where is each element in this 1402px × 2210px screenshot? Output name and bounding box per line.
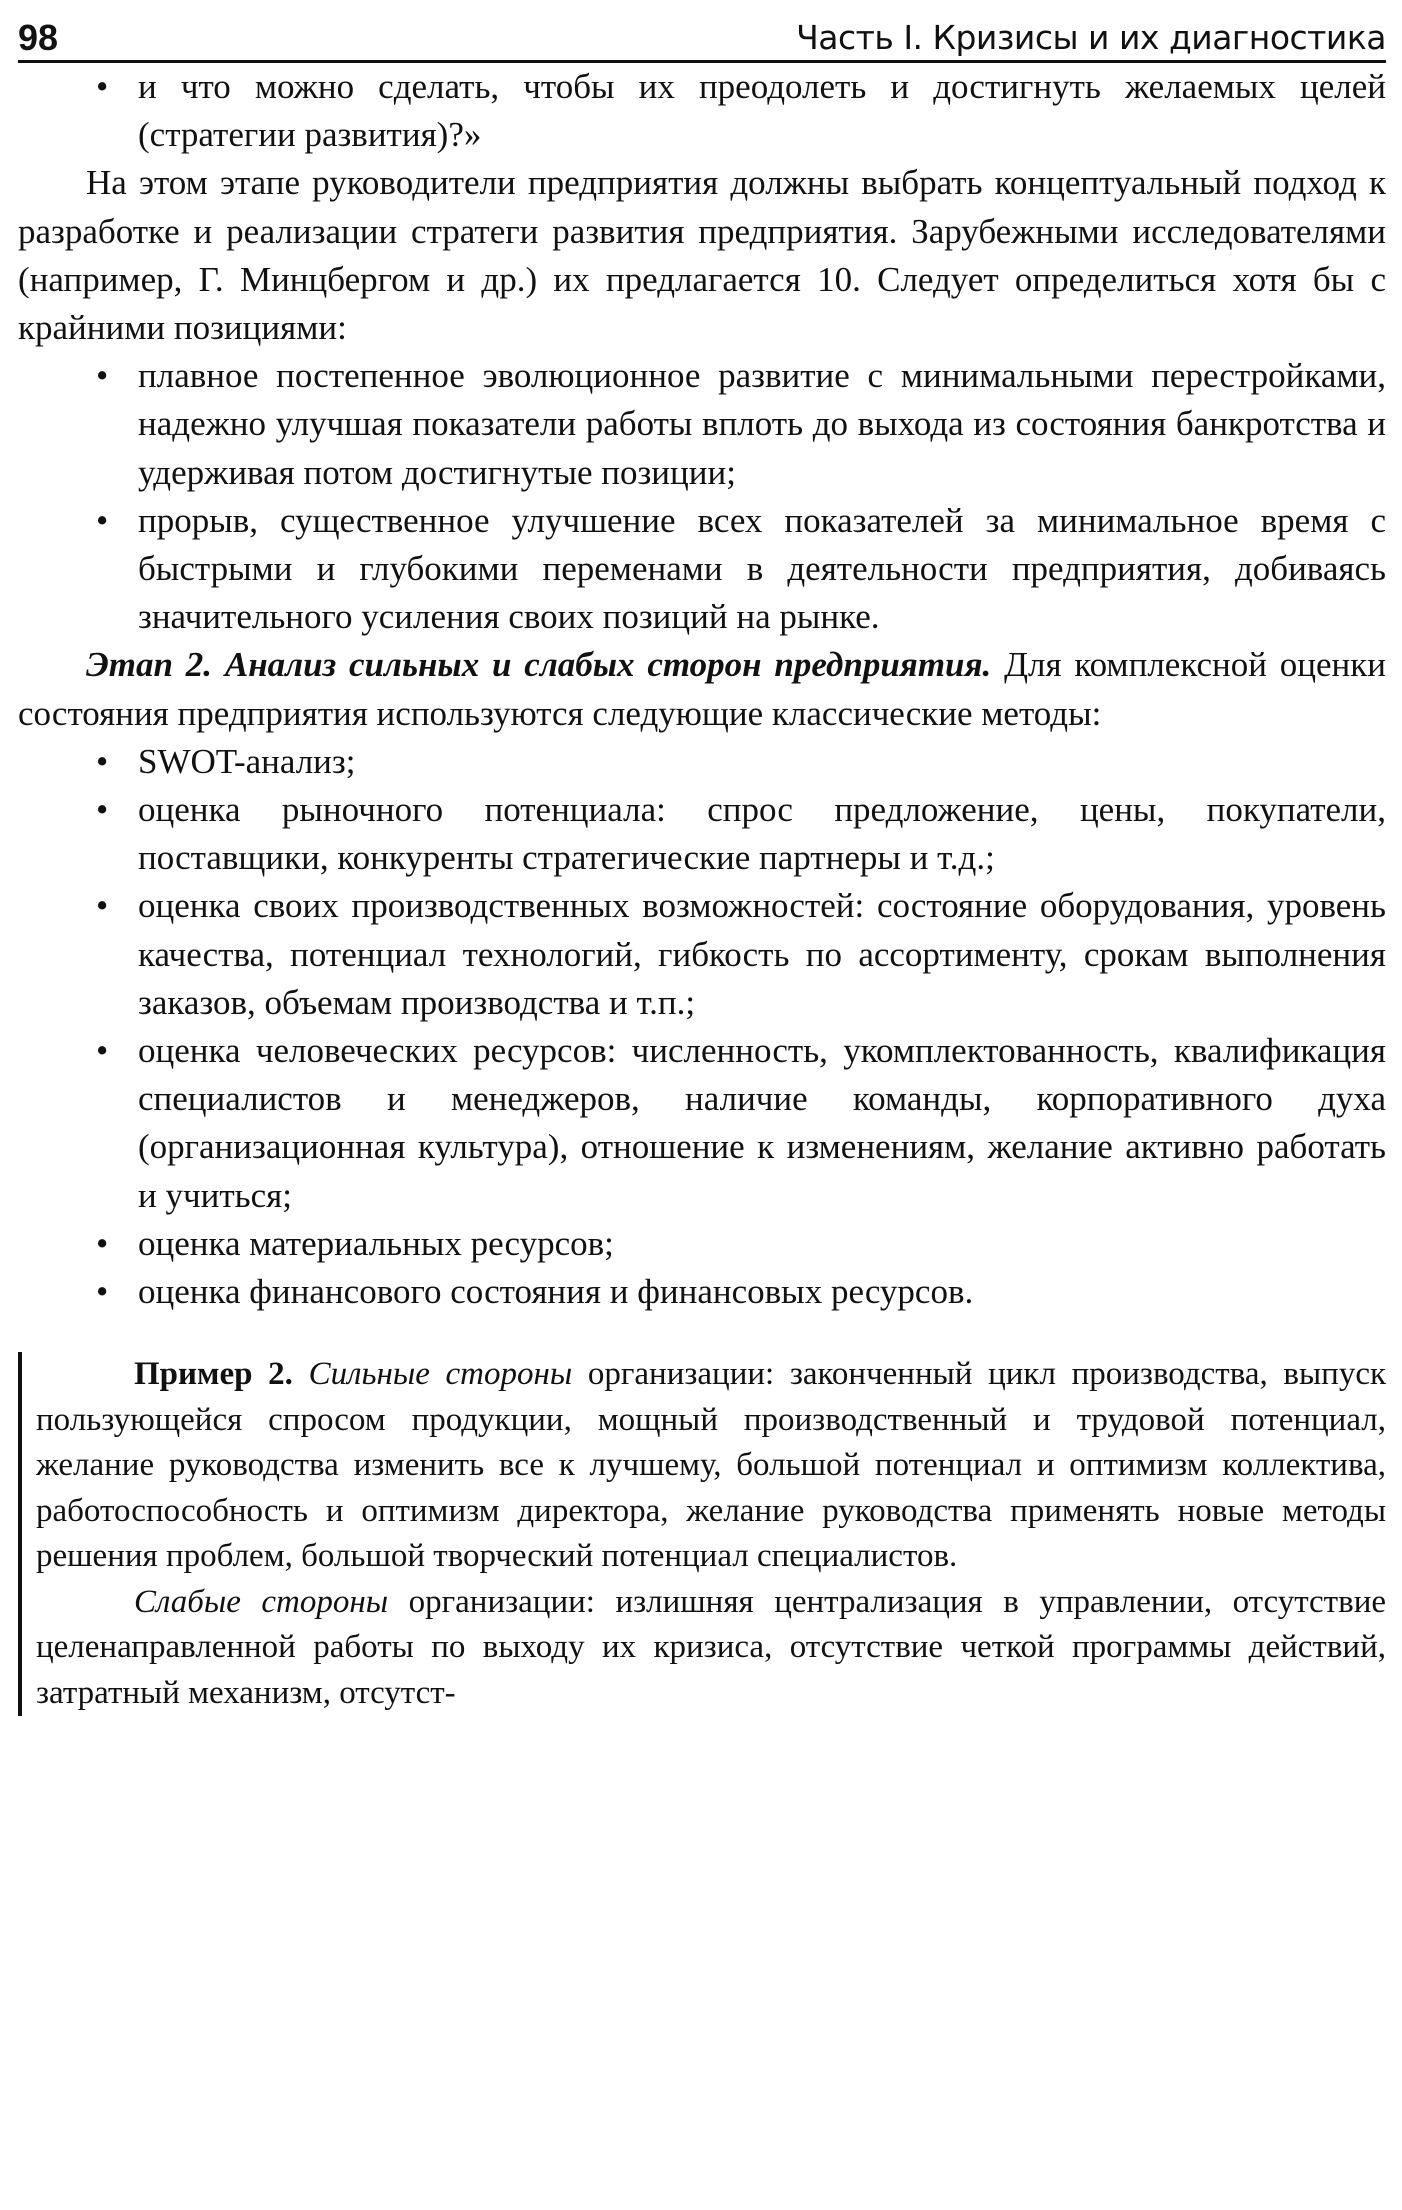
page-number: 98: [18, 17, 59, 58]
weak-sides-text: организации: излишняя централизация в управлении, отсутствие целенаправленной работы по выходу их кризиса, отсутствие четкой программы действий, затратный механизм, отсутст-: [36, 1583, 1386, 1711]
methods-list: [18, 738, 1386, 1316]
list-item: • оценка рыночного потенциала: спрос предложение, цены, покупатели, поставщики, конкуренты стратегические партнеры и т.д.;: [18, 786, 1386, 882]
list-item: • плавное постепенное эволюционное развитие с минимальными перестройками, надежно улучшая показатели работы вплоть до выхода из состояния банкротства и удерживая потом достигнутые позиции;: [18, 352, 1386, 497]
example-strong-paragraph: [36, 1352, 1386, 1580]
list-item: • оценка финансового состояния и финансовых ресурсов.: [18, 1268, 1386, 1316]
running-title: Часть I. Кризисы и их диагностика: [796, 18, 1386, 57]
page-header: [18, 8, 1386, 63]
paragraph-approach: На этом этапе руководители предприятия должны выбрать концептуальный подход к разработке и реализации стратеги развития предприятия. Зарубежными исследователями (например, Г. Минцбергом и др.) их предлагается 10. Следует определиться хотя бы с крайними позициями:: [18, 163, 1386, 348]
list-item: • оценка своих производственных возможностей: состояние оборудования, уровень качества, потенциал технологий, гибкость по ассортименту, срокам выполнения заказов, объемам производства и т.п.;: [18, 882, 1386, 1027]
list-item: • оценка человеческих ресурсов: численность, укомплектованность, квалификация специалистов и менеджеров, наличие команды, корпоративного духа (организационная культура), отношение к изменениям, желание активно работать и учиться;: [18, 1027, 1386, 1220]
weak-sides-term: Слабые стороны: [134, 1583, 389, 1620]
stage-2-text: Для комплексной оценки состояния предприятия используются следующие классические методы:: [18, 645, 1386, 733]
example-label: Пример 2.: [134, 1356, 293, 1393]
list-item: • прорыв, существенное улучшение всех показателей за минимальное время с быстрыми и глубокими переменами в деятельности предприятия, добиваясь значительного усиления своих позиций на рынке.: [18, 497, 1386, 642]
list-item: • и что можно сделать, чтобы их преодолеть и достигнуть желаемых целей (стратегии развития)?»: [18, 63, 1386, 159]
example-block: [18, 1352, 1386, 1716]
example-weak-paragraph: [36, 1580, 1386, 1717]
list-item: • оценка материальных ресурсов;: [18, 1220, 1386, 1268]
strong-sides-term: Сильные стороны: [308, 1356, 573, 1393]
positions-list: [18, 352, 1386, 641]
stage-2-heading: Этап 2. Анализ сильных и слабых сторон предприятия.: [86, 645, 992, 685]
main-text: [18, 63, 1386, 1716]
book-page: [18, 8, 1386, 1716]
paragraph-stage-2: [18, 641, 1386, 737]
continued-bullet-list: [18, 63, 1386, 159]
list-item: • SWOT-анализ;: [18, 738, 1386, 786]
strong-sides-text: организации: законченный цикл производства, выпуск пользующейся спросом продукции, мощный производственный и трудовой потенциал, желание руководства изменить все к лучшему, большой потенциал и оптимизм коллектива, работоспособность и оптимизм директора, желание руководства применять новые методы решения проблем, большой творческий потенциал специалистов.: [36, 1356, 1386, 1575]
